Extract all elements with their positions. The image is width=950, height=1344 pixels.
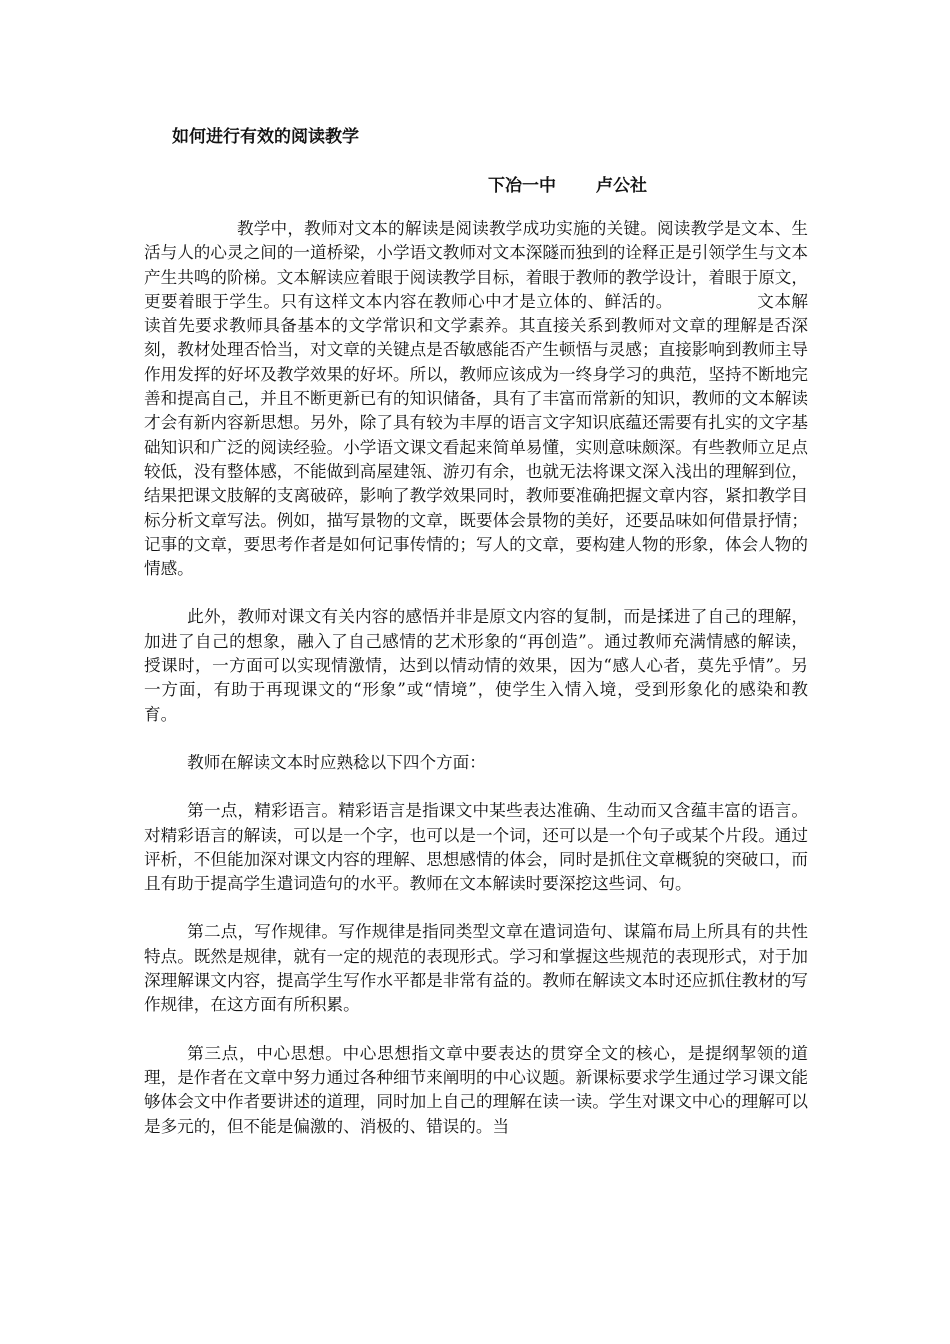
- paragraph: 此外，教师对课文有关内容的感悟并非是原文内容的复制，而是揉进了自己的理解，加进了自己的想象，融入了自己感情的艺术形象的“再创造”。通过教师充满情感的解读，授课时，一方面可以实现情激情，达到以情动情的效果，因为“感人心者，莫先乎情”。另一方面，有助于再现课文的“形象”或“情境”，使学生入情入境，受到形象化的感染和教育。: [144, 607, 808, 724]
- paragraph: 教师在解读文本时应熟稔以下四个方面：: [187, 752, 486, 772]
- paragraph-segment: 教学中，教师对文本的解读是阅读教学成功实施的关键。阅读教学是文本、生活与人的心灵之间的一道桥梁，小学语文教师对文本深隧而独到的诠释正是引领学生与文本产生共鸣的阶梯。文本解读应着眼于阅读教学目标，着眼于教师的教学设计，着眼于原文，更要着眼于学生。只有这样文本内容在教师心中才是立体的、鲜活的。: [144, 219, 808, 311]
- paragraph: 第三点，中心思想。中心思想指文章中要表达的贯穿全文的核心，是提纲挈领的道理，是作者在文章中努力通过各种细节来阐明的中心议题。新课标要求学生通过学习课文能够体会文中作者要讲述的道理，同时加上自己的理解在读一读。学生对课文中心的理解可以是多元的，但不能是偏激的、消极的、错误的。当: [144, 1043, 808, 1136]
- school-name: 下冶一中: [488, 176, 556, 196]
- paragraph: [144, 217, 808, 581]
- paragraph: 第一点，精彩语言。精彩语言是指课文中某些表达准确、生动而又含蕴丰富的语言。对精彩语言的解读，可以是一个字，也可以是一个词，还可以是一个句子或某个片段。通过评析，不但能加深对课文内容的理解、思想感情的体会，同时是抓住文章概貌的突破口，而且有助于提高学生遣词造句的水平。教师在文本解读时要深挖这些词、句。: [144, 801, 808, 894]
- author-name: 卢公社: [596, 176, 647, 196]
- document-title: 如何进行有效的阅读教学: [172, 127, 359, 147]
- body-text: [144, 217, 808, 1163]
- byline: [488, 174, 647, 198]
- paragraph: 第二点，写作规律。写作规律是指同类型文章在遣词造句、谋篇布局上所具有的共性特点。既然是规律，就有一定的规范的表现形式。学习和掌握这些规范的表现形式，对于加深理解课文内容，提高学生写作水平都是非常有益的。教师在解读文本时还应抓住教材的写作规律，在这方面有所积累。: [144, 922, 808, 1015]
- paragraph-segment: 文本解读首先要求教师具备基本的文学常识和文学素养。其直接关系到教师对文章的理解是否深刻，教材处理否恰当，对文章的关键点是否敏感能否产生顿悟与灵感；直接影响到教师主导作用发挥的好坏及教学效果的好坏。所以，教师应该成为一终身学习的典范，坚持不断地完善和提高自己，并且不断更新已有的知识储备，具有了丰富而常新的知识，教师的文本解读才会有新内容新思想。另外，除了具有较为丰厚的语言文字知识底蕴还需要有扎实的文字基础知识和广泛的阅读经验。小学语文课文看起来简单易懂，实则意味颇深。有些教师立足点较低，没有整体感，不能做到高屋建瓴、游刃有余，也就无法将课文深入浅出的理解到位，结果把课文肢解的支离破碎，影响了教学效果同时，教师要准确把握文章内容，紧扣教学目标分析文章写法。例如，描写景物的文章，既要体会景物的美好，还要品味如何借景抒情；记事的文章，要思考作者是如何记事传情的；写人的文章，要构建人物的形象，体会人物的情感。: [144, 291, 809, 579]
